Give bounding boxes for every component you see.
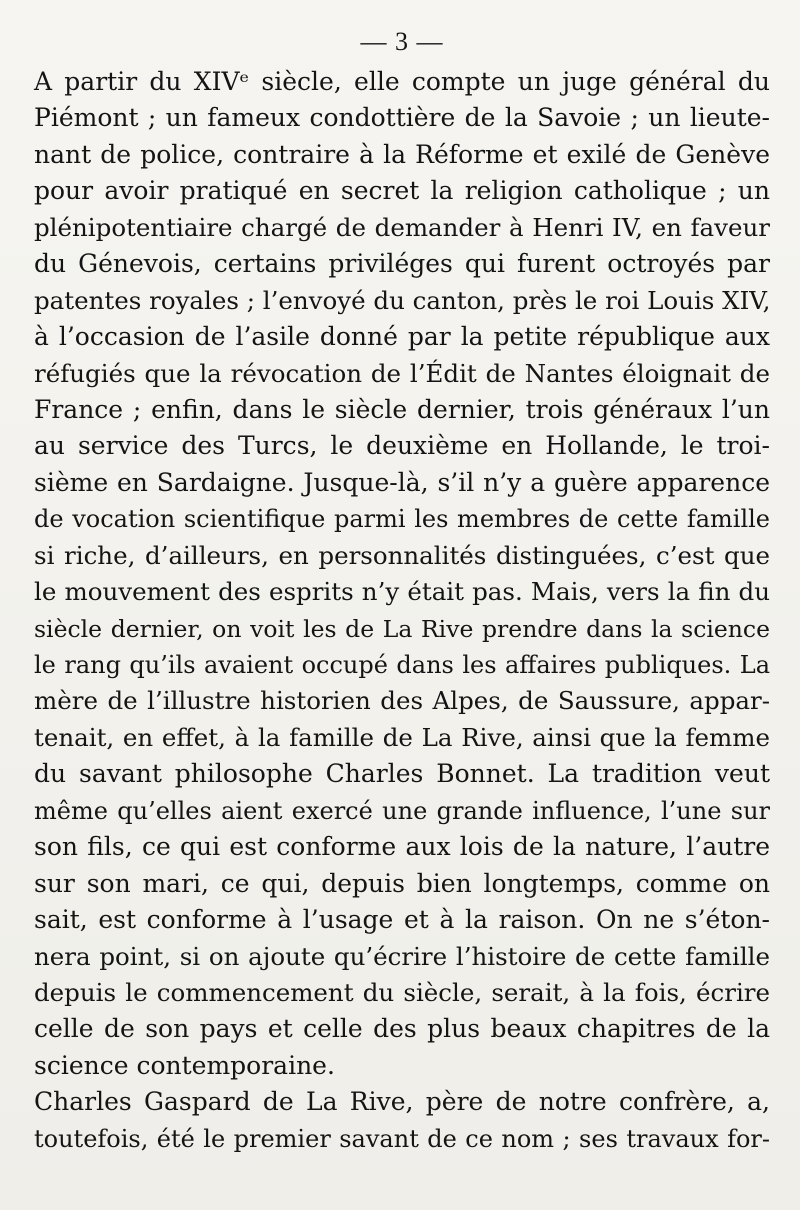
text-line: au service des Turcs, le deuxième en Hollande, le troi- [34, 431, 770, 461]
text-line: sur son mari, ce qui, depuis bien longtemps, comme on [34, 868, 770, 898]
text-line: sième en Sardaigne. Jusque-là, s’il n’y a guère apparence [34, 467, 770, 497]
text-line: nant de police, contraire à la Réforme et exilé de Genève [34, 139, 770, 169]
text-line: A partir du XIVᵉ siècle, elle compte un juge général du [34, 67, 770, 96]
text-line: à l’occasion de l’asile donné par la petite république aux [34, 322, 770, 352]
text-line: de vocation scientifique parmi les membres de cette famille [34, 505, 770, 534]
text-line: mère de l’illustre historien des Alpes, de Saussure, appar- [34, 686, 770, 716]
text-line: patentes royales ; l’envoyé du canton, près le roi Louis XIV, [34, 285, 771, 315]
text-line: toutefois, été le premier savant de ce nom ; ses travaux for- [34, 1124, 770, 1153]
text-line: le rang qu’ils avaient occupé dans les affaires publiques. La [34, 651, 770, 679]
text-line: tenait, en effet, à la famille de La Rive, ainsi que la femme [34, 722, 770, 752]
text-line: depuis le commencement du siècle, serait, à la fois, écrire [34, 977, 770, 1007]
paragraph-2 [34, 1084, 770, 1157]
text-line: Piémont ; un fameux condottière de la Savoie ; un lieute- [34, 103, 770, 133]
text-line: son fils, ce qui est conforme aux lois de la nature, l’autre [34, 832, 770, 862]
text-line: celle de son pays et celle des plus beaux chapitres de la [34, 1014, 770, 1044]
text-line: plénipotentiaire chargé de demander à Henri IV, en faveur [34, 212, 770, 242]
page-number: — 3 — [360, 27, 444, 56]
text-line: siècle dernier, on voit les de La Rive prendre dans la science [34, 614, 770, 643]
text-line: nera point, si on ajoute qu’écrire l’histoire de cette famille [34, 941, 770, 971]
text-line: même qu’elles aient exercé une grande influence, l’une sur [34, 796, 770, 825]
text-line: le mouvement des esprits n’y était pas. Mais, vers la fin du [34, 577, 770, 607]
text-line: France ; enfin, dans le siècle dernier, trois généraux l’un [34, 394, 770, 424]
text-line: réfugiés que la révocation de l’Édit de Nantes éloignait de [34, 358, 770, 388]
text-line: si riche, d’ailleurs, en personnalités distinguées, c’est que [34, 540, 770, 570]
text-line: sait, est conforme à l’usage et à la raison. On ne s’éton- [34, 905, 770, 935]
text-line: du savant philosophe Charles Bonnet. La tradition veut [34, 759, 770, 789]
text-line: pour avoir pratiqué en secret la religion catholique ; un [34, 176, 770, 206]
paragraph-1 [34, 64, 770, 1084]
text-line: science contemporaine. [34, 1050, 335, 1080]
text-line: Charles Gaspard de La Rive, père de notre confrère, a, [34, 1087, 770, 1117]
text-line: du Génevois, certains priviléges qui furent octroyés par [34, 249, 770, 279]
